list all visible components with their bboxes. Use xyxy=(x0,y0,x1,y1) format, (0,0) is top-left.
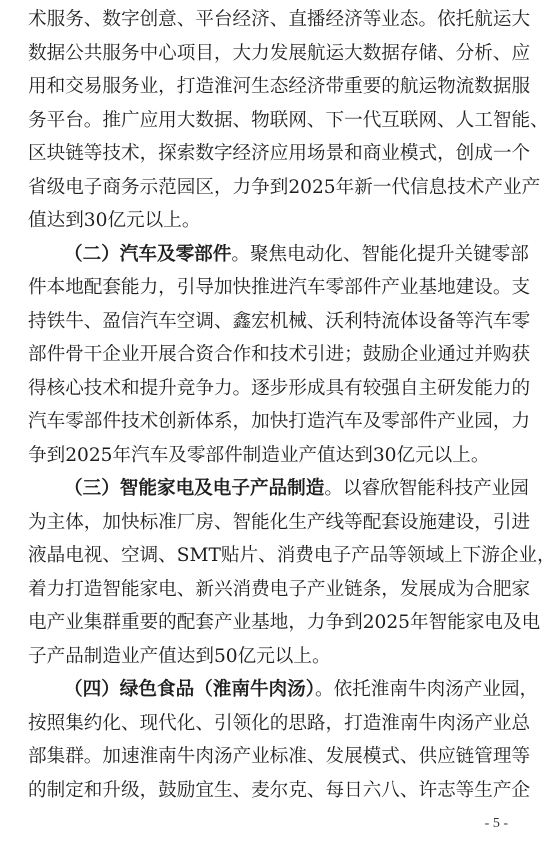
body-text-line: 值达到30亿元以上。 xyxy=(28,210,201,231)
section-heading: （四）绿色食品（淮南牛肉汤） xyxy=(64,679,316,700)
body-text-line: 件本地配套能力，引导加快推进汽车零部件产业基地建设。支 xyxy=(28,277,531,298)
body-text-line: 争到2025年汽车及零部件制造业产值达到30亿元以上。 xyxy=(28,445,490,466)
body-text-line: 得核心技术和提升竞争力。逐步形成具有较强自主研发能力的 xyxy=(28,378,531,399)
body-text-line: 部集群。加速淮南牛肉汤产业标准、发展模式、供应链管理等 xyxy=(28,746,531,767)
body-text-line: 务平台。推广应用大数据、物联网、下一代互联网、人工智能、 xyxy=(28,110,549,131)
body-text-line: 为主体，加快标准厂房、智能化生产线等配套设施建设，引进 xyxy=(28,512,531,533)
body-text-line: 汽车零部件技术创新体系，加快打造汽车及零部件产业园，力 xyxy=(28,411,531,432)
body-text-line: 液晶电视、空调、SMT贴片、消费电子产品等领域上下游企业， xyxy=(28,545,556,566)
section-heading-line: （三）智能家电及电子产品制造。以睿欣智能科技产业园 xyxy=(64,478,529,499)
body-text-line: 省级电子商务示范园区，力争到2025年新一代信息技术产业产 xyxy=(28,177,541,198)
body-text-line: 部件骨干企业开展合资合作和技术引进；鼓励企业通过并购获 xyxy=(28,344,531,365)
section-heading-line: （四）绿色食品（淮南牛肉汤）。依托淮南牛肉汤产业园， xyxy=(64,679,539,700)
body-text-line: 着力打造智能家电、新兴消费电子产业链条，发展成为合肥家 xyxy=(28,579,531,600)
body-text-line: 数据公共服务中心项目，大力发展航运大数据存储、分析、应 xyxy=(28,43,531,64)
body-text-line: 子产品制造业产值达到50亿元以上。 xyxy=(28,646,331,667)
body-text-line: 区块链等技术，探索数字经济应用场景和商业模式，创成一个 xyxy=(28,143,531,164)
body-text-line: 用和交易服务业，打造淮河生态经济带重要的航运物流数据服 xyxy=(28,76,531,97)
section-heading: （三）智能家电及电子产品制造 xyxy=(64,478,325,499)
page-number: - 5 - xyxy=(484,816,508,831)
body-text-line: 按照集约化、现代化、引领化的思路，打造淮南牛肉汤产业总 xyxy=(28,713,531,734)
section-heading-line: （二）汽车及零部件。聚焦电动化、智能化提升关键零部 xyxy=(64,244,529,265)
body-text-line: 持铁牛、盈信汽车空调、鑫宏机械、沃利特流体设备等汽车零 xyxy=(28,311,531,332)
body-text-line: 的制定和升级，鼓励宜生、麦尔克、每日六八、许志等生产企 xyxy=(28,780,531,801)
body-text-line: 术服务、数字创意、平台经济、直播经济等业态。依托航运大 xyxy=(28,9,531,30)
section-heading: （二）汽车及零部件 xyxy=(64,244,232,265)
body-text-line: 电产业集群重要的配套产业基地，力争到2025年智能家电及电 xyxy=(28,612,541,633)
